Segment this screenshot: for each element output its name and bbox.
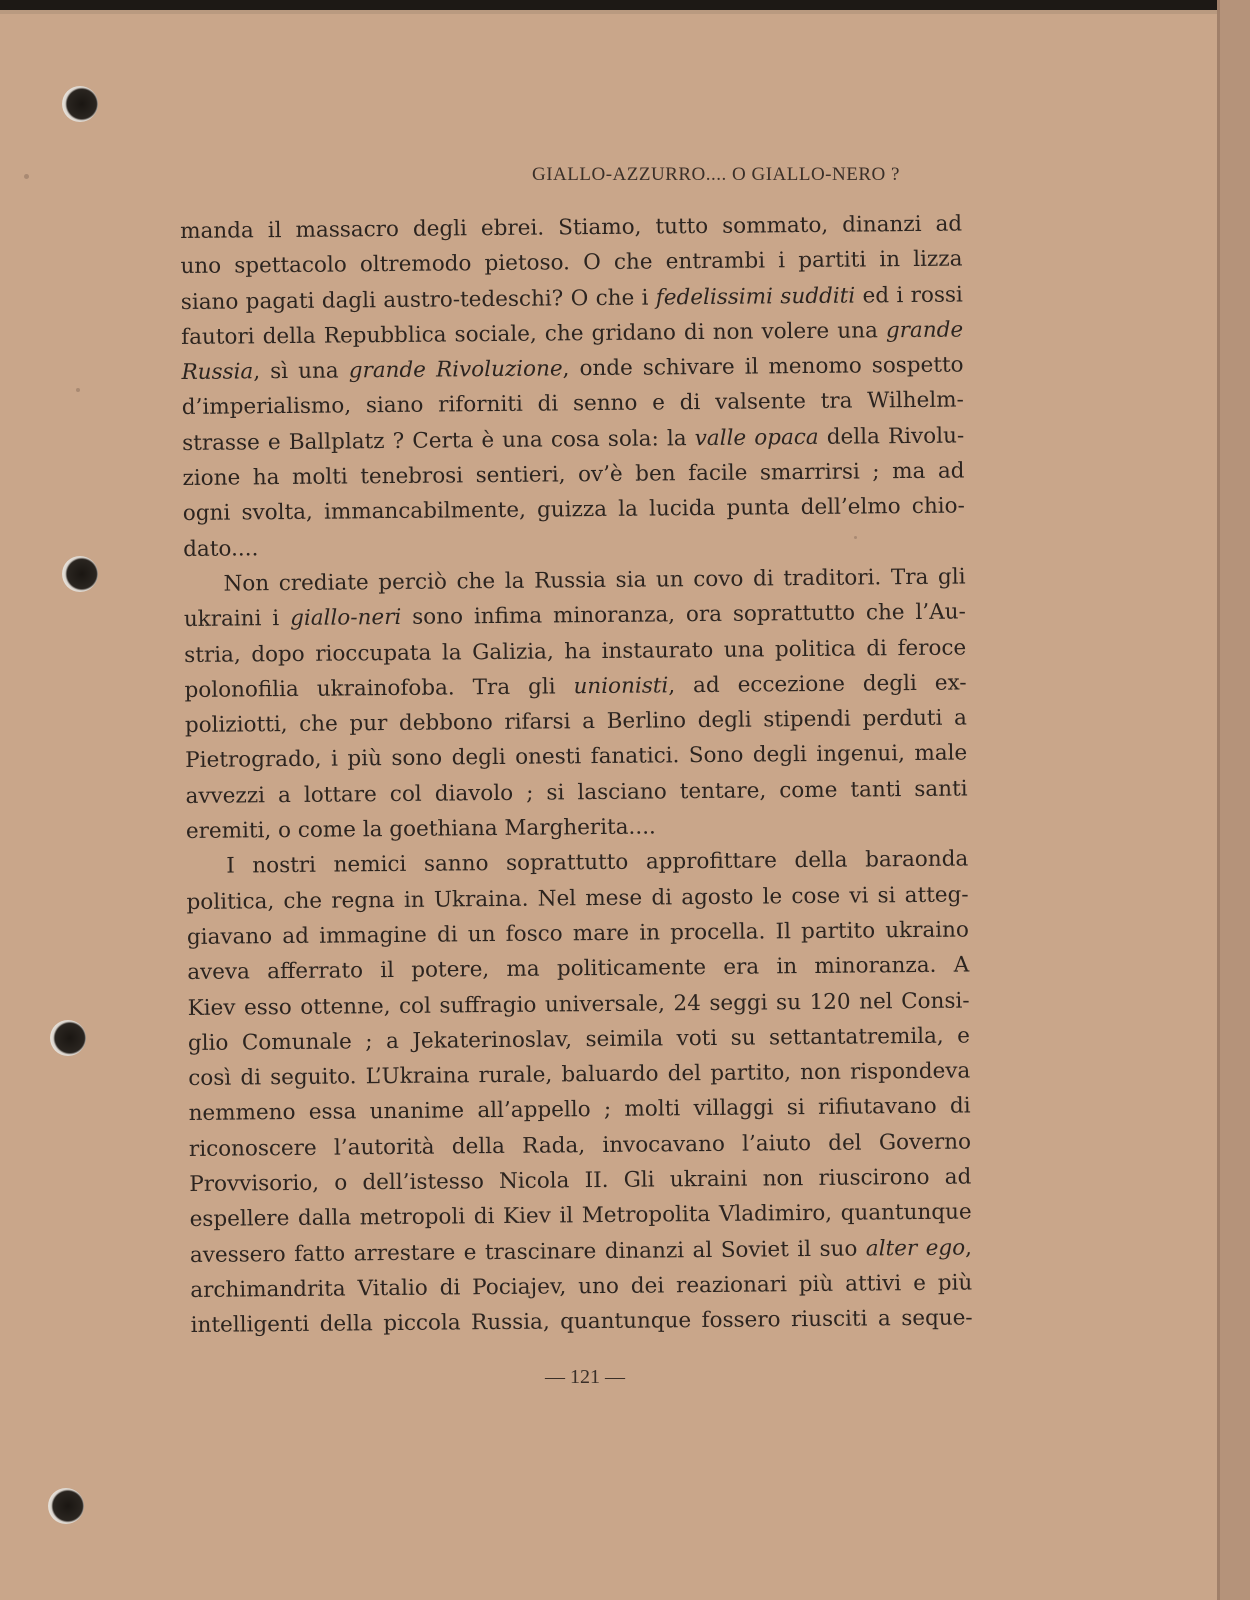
text-segment: giavano ad immagine di un fosco mare in procella. Il partito ukraino bbox=[186, 917, 970, 950]
text-segment: espellere dalla metropoli di Kiev il Metropolita Vladimiro, quantunque bbox=[189, 1199, 972, 1233]
text-segment: manda il massacro degli ebrei. Stiamo, tutto sommato, dinanzi ad bbox=[180, 211, 963, 244]
page-top-border bbox=[0, 10, 1250, 14]
text-segment: , onde schivare il menomo sospetto bbox=[562, 352, 964, 382]
body-text bbox=[180, 206, 973, 1343]
text-segment: aveva afferrato il potere, ma politicamente era in minoranza. A bbox=[187, 952, 970, 986]
italic-text: giallo-neri bbox=[290, 605, 402, 632]
text-segment: strasse e Ballplatz ? Certa è una cosa sola: la bbox=[182, 425, 695, 456]
text-segment: siano pagati dagli austro-tedeschi? O che i bbox=[180, 285, 656, 315]
text-line bbox=[191, 1301, 973, 1344]
italic-text: fedelissimi sudditi bbox=[655, 283, 856, 311]
text-segment: , bbox=[964, 1235, 973, 1261]
text-segment: della Rivolu- bbox=[818, 423, 965, 450]
text-segment: dato.... bbox=[183, 535, 259, 562]
italic-text: alter ego bbox=[865, 1235, 966, 1262]
page-top-shadow bbox=[0, 0, 1250, 10]
page-number: — 121 — bbox=[545, 1366, 625, 1388]
punch-hole-icon bbox=[50, 1020, 86, 1056]
text-segment: Provvisorio, o dell’istesso Nicola II. Gli ukraini non riuscirono ad bbox=[189, 1164, 972, 1197]
text-line bbox=[185, 771, 967, 814]
text-segment: , ad eccezione degli ex- bbox=[668, 670, 967, 699]
paper-speck bbox=[24, 174, 29, 179]
text-segment: I nostri nemici sanno soprattutto approfittare della baraonda bbox=[226, 846, 969, 879]
text-segment: stria, dopo rioccupata la Galizia, ha instaurato una politica di feroce bbox=[184, 635, 967, 668]
punch-hole-icon bbox=[62, 86, 98, 122]
page-right-edge bbox=[1217, 0, 1250, 1600]
punch-hole-icon bbox=[62, 556, 98, 592]
text-segment: Pietrogrado, i più sono degli onesti fanatici. Sono degli ingenui, male bbox=[185, 740, 968, 774]
text-segment: Kiev esso ottenne, col suffragio universale, 24 seggi su 120 nel Consi- bbox=[187, 987, 970, 1021]
italic-text: grande Rivoluzione bbox=[348, 356, 563, 384]
text-segment: ogni svolta, immancabilmente, guizza la lucida punta dell’elmo chio- bbox=[182, 493, 965, 527]
italic-text: valle opaca bbox=[694, 424, 819, 451]
text-segment: eremiti, o come la goethiana Margherita.... bbox=[185, 814, 656, 845]
text-segment: zione ha molti tenebrosi sentieri, ov’è ben facile smarrirsi ; ma ad bbox=[182, 458, 965, 492]
text-line bbox=[183, 489, 965, 532]
text-segment: , sì una bbox=[253, 358, 349, 385]
text-segment: Non crediate perciò che la Russia sia un covo di traditori. Tra gli bbox=[223, 564, 966, 597]
text-segment: uno spettacolo oltremodo pietoso. O che entrambi i partiti in lizza bbox=[180, 246, 963, 280]
text-segment: riconoscere l’autorità della Rada, invocavano l’aiuto del Governo bbox=[188, 1129, 972, 1162]
paper-speck bbox=[76, 388, 80, 392]
italic-text: grande bbox=[885, 317, 964, 344]
text-segment: nemmeno essa unanime all’appello ; molti villaggi si rifiutavano di bbox=[188, 1093, 971, 1127]
text-segment: glio Comunale ; a Jekaterinoslav, seimila voti su settantatremila, e bbox=[187, 1023, 971, 1056]
text-segment: così di seguito. L’Ukraina rurale, baluardo del partito, non rispondeva bbox=[188, 1058, 971, 1092]
text-segment: polonofilia ukrainofoba. Tra gli bbox=[184, 674, 574, 703]
italic-text: unionisti bbox=[573, 673, 669, 700]
text-segment: avessero fatto arrestare e trascinare dinanzi al Soviet il suo bbox=[189, 1236, 866, 1268]
text-segment: sono infima minoranza, ora soprattutto che l’Au- bbox=[401, 599, 966, 631]
text-segment: d’imperialismo, siano riforniti di senno e di valsente tra Wilhelm- bbox=[181, 387, 964, 421]
text-segment: archimandrita Vitalio di Pociajev, uno dei reazionari più attivi e più bbox=[190, 1270, 973, 1303]
text-segment: poliziotti, che pur debbono rifarsi a Berlino degli stipendi perduti a bbox=[184, 705, 967, 739]
text-segment: intelligenti della piccola Russia, quantunque fossero riusciti a seque- bbox=[190, 1305, 973, 1339]
text-segment: fautori della Repubblica sociale, che gridano di non volere una bbox=[181, 318, 887, 350]
text-segment: ed i rossi bbox=[855, 282, 963, 309]
text-segment: politica, che regna in Ukraina. Nel mese di agosto le cose vi si atteg- bbox=[186, 882, 969, 915]
text-segment: ukraini i bbox=[183, 606, 291, 633]
running-head: GIALLO-AZZURRO.... O GIALLO-NERO ? bbox=[532, 164, 900, 185]
text-segment: avvezzi a lottare col diavolo ; si lasciano tentare, come tanti santi bbox=[185, 776, 968, 809]
italic-text: Russia bbox=[181, 359, 254, 386]
punch-hole-icon bbox=[48, 1488, 84, 1524]
